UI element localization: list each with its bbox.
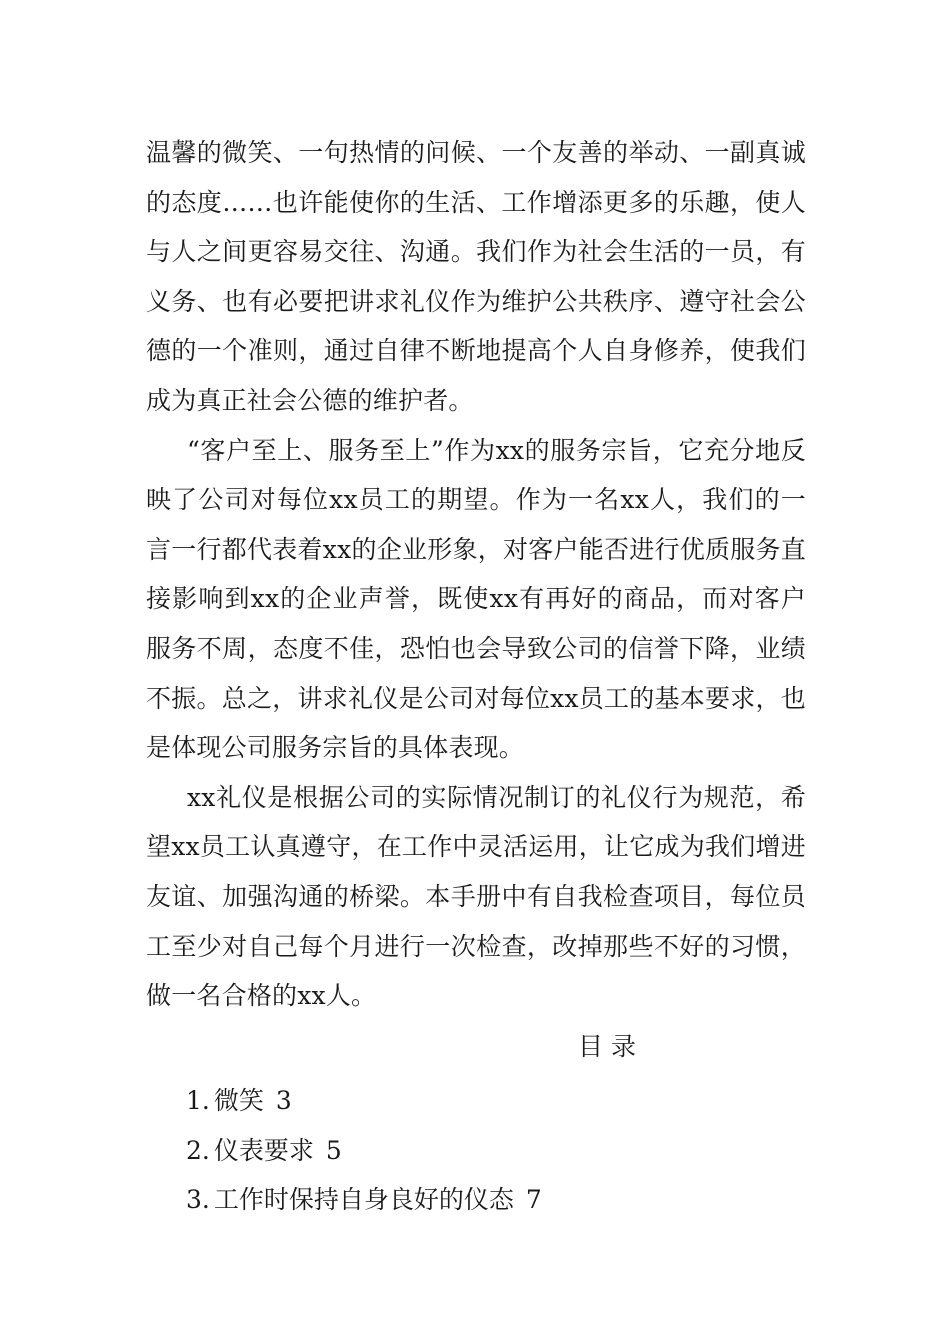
table-of-contents <box>186 1076 542 1225</box>
toc-item-smile <box>186 1076 542 1126</box>
toc-title: 目 录 <box>578 1032 636 1061</box>
toc-item-number: 3. <box>186 1185 210 1215</box>
toc-item-page: 5 <box>325 1135 342 1165</box>
toc-item-number: 2. <box>186 1135 210 1165</box>
toc-item-page: 7 <box>525 1185 542 1215</box>
paragraph-service-motto: “客户至上、服务至上”作为xx的服务宗旨，它充分地反映了公司对每位xx员工的期望。作为一名xx人，我们的一言一行都代表着xx的企业形象，对客户能否进行优质服务直接影响到xx的企业声誉，既使xx有再好的商品，而对客户服务不周，态度不佳，恐怕也会导致公司的信誉下降，业绩不振。总之，讲求礼仪是公司对每位xx员工的基本要求，也是体现公司服务宗旨的具体表现。 <box>146 435 806 763</box>
paragraph-intro: 温馨的微笑、一句热情的问候、一个友善的举动、一副真诚的态度……也许能使你的生活、工作增添更多的乐趣，使人与人之间更容易交往、沟通。我们作为社会生活的一员，有义务、也有必要把讲求礼仪作为维护公共秩序、遵守社会公德的一个准则，通过自律不断地提高个人自身修养，使我们成为真正社会公德的维护者。 <box>146 138 806 415</box>
toc-item-label: 微笑 <box>213 1086 264 1115</box>
paragraph-etiquette-manual: xx礼仪是根据公司的实际情况制订的礼仪行为规范，希望xx员工认真遵守，在工作中灵活运用，让它成为我们增进友谊、加强沟通的桥梁。本手册中有自我检查项目，每位员工至少对自己每个月进行一次检查，改掉那些不好的习惯，做一名合格的xx人。 <box>146 782 806 1011</box>
toc-item-label: 仪表要求 <box>213 1135 314 1165</box>
toc-item-posture <box>186 1175 542 1225</box>
toc-item-label: 工作时保持自身良好的仪态 <box>213 1185 514 1215</box>
toc-item-page: 3 <box>275 1086 292 1115</box>
toc-item-appearance <box>186 1126 542 1176</box>
document-body <box>146 128 806 1021</box>
toc-item-number: 1. <box>186 1086 210 1115</box>
